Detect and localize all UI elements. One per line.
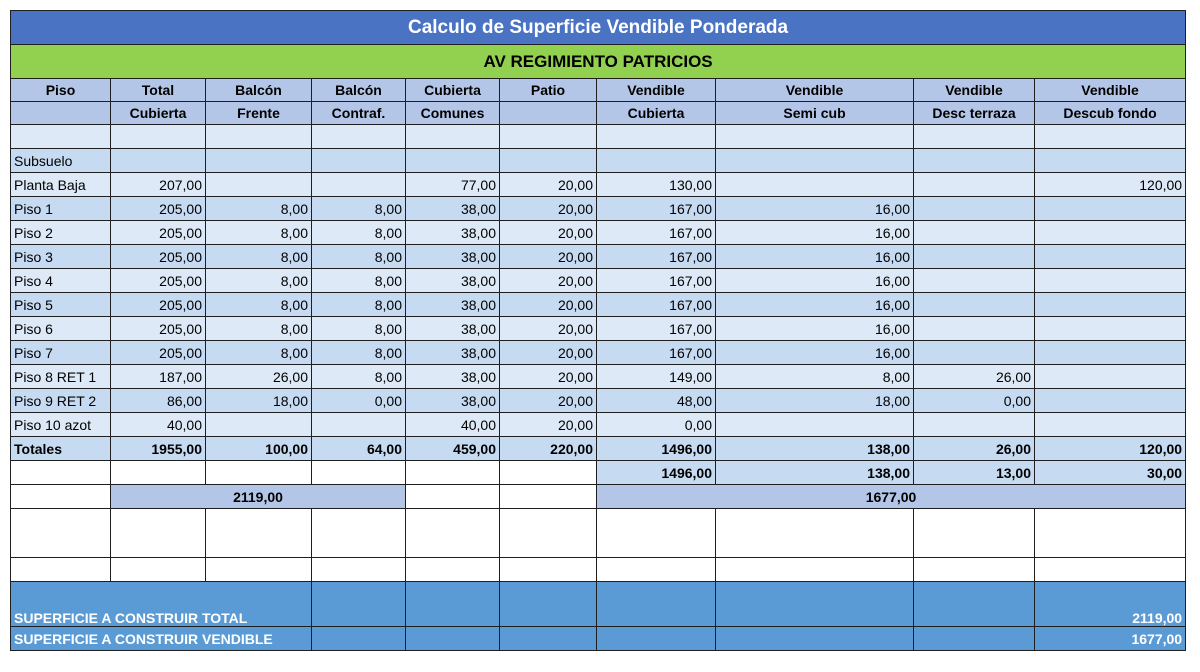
value-cell <box>312 149 406 173</box>
value-cell <box>1035 125 1186 149</box>
value-cell: 205,00 <box>111 269 206 293</box>
value-cell: 0,00 <box>914 389 1035 413</box>
value-cell: 26,00 <box>206 365 312 389</box>
empty-cell <box>914 509 1035 558</box>
weighted-cell: 1496,00 <box>597 461 716 485</box>
empty-cell <box>914 582 1035 627</box>
value-cell: 8,00 <box>206 293 312 317</box>
footer-total-row <box>11 582 1186 627</box>
floor-label: Piso 9 RET 2 <box>11 389 111 413</box>
footer-vendible-value: 1677,00 <box>1035 627 1186 651</box>
header-cell: Descub fondo <box>1035 102 1186 125</box>
value-cell <box>500 125 597 149</box>
value-cell: 8,00 <box>716 365 914 389</box>
value-cell <box>914 269 1035 293</box>
value-cell <box>914 149 1035 173</box>
totals-cell: 1496,00 <box>597 437 716 461</box>
empty-cell <box>914 558 1035 582</box>
value-cell <box>406 125 500 149</box>
value-cell: 16,00 <box>716 341 914 365</box>
floor-label: Piso 4 <box>11 269 111 293</box>
value-cell: 0,00 <box>312 389 406 413</box>
value-cell: 20,00 <box>500 341 597 365</box>
header-cell: Vendible <box>1035 79 1186 102</box>
value-cell: 8,00 <box>206 269 312 293</box>
value-cell <box>1035 413 1186 437</box>
table-row <box>11 197 1186 221</box>
value-cell <box>1035 389 1186 413</box>
empty-cell <box>206 461 312 485</box>
value-cell: 8,00 <box>312 245 406 269</box>
value-cell: 16,00 <box>716 221 914 245</box>
floor-label: Piso 2 <box>11 221 111 245</box>
value-cell: 16,00 <box>716 269 914 293</box>
empty-cell <box>500 582 597 627</box>
footer-total-label: SUPERFICIE A CONSTRUIR TOTAL <box>11 582 312 627</box>
empty-cell <box>597 627 716 651</box>
value-cell <box>111 125 206 149</box>
value-cell <box>914 197 1035 221</box>
value-cell <box>1035 221 1186 245</box>
floor-label: Subsuelo <box>11 149 111 173</box>
value-cell: 20,00 <box>500 389 597 413</box>
value-cell: 187,00 <box>111 365 206 389</box>
totals-cell: 1955,00 <box>111 437 206 461</box>
value-cell: 8,00 <box>206 341 312 365</box>
value-cell: 16,00 <box>716 197 914 221</box>
value-cell <box>914 221 1035 245</box>
header-cell <box>11 102 111 125</box>
value-cell: 20,00 <box>500 221 597 245</box>
value-cell: 8,00 <box>206 197 312 221</box>
table-row <box>11 173 1186 197</box>
value-cell: 0,00 <box>597 413 716 437</box>
value-cell: 16,00 <box>716 317 914 341</box>
value-cell <box>597 125 716 149</box>
value-cell <box>111 149 206 173</box>
empty-cell <box>1035 509 1186 558</box>
value-cell: 38,00 <box>406 269 500 293</box>
value-cell <box>1035 269 1186 293</box>
empty-cell <box>716 627 914 651</box>
value-cell <box>312 413 406 437</box>
value-cell: 40,00 <box>111 413 206 437</box>
header-cell: Desc terraza <box>914 102 1035 125</box>
value-cell: 8,00 <box>312 293 406 317</box>
value-cell: 167,00 <box>597 317 716 341</box>
floor-label: Piso 10 azot <box>11 413 111 437</box>
value-cell: 20,00 <box>500 245 597 269</box>
value-cell: 205,00 <box>111 197 206 221</box>
totals-cell: 459,00 <box>406 437 500 461</box>
value-cell: 20,00 <box>500 293 597 317</box>
value-cell: 20,00 <box>500 317 597 341</box>
value-cell: 8,00 <box>206 221 312 245</box>
empty-cell <box>206 509 312 558</box>
table-row <box>11 413 1186 437</box>
value-cell: 8,00 <box>206 317 312 341</box>
value-cell <box>1035 365 1186 389</box>
empty-cell <box>500 461 597 485</box>
value-cell: 20,00 <box>500 197 597 221</box>
value-cell: 77,00 <box>406 173 500 197</box>
value-cell <box>716 173 914 197</box>
header-cell: Vendible <box>597 79 716 102</box>
table-row <box>11 293 1186 317</box>
empty-cell <box>914 627 1035 651</box>
table-row <box>11 269 1186 293</box>
header-cell: Vendible <box>914 79 1035 102</box>
value-cell <box>1035 149 1186 173</box>
value-cell: 20,00 <box>500 365 597 389</box>
footer-total-value: 2119,00 <box>1035 582 1186 627</box>
empty-cell <box>500 558 597 582</box>
floor-label: Piso 7 <box>11 341 111 365</box>
floor-label: Piso 8 RET 1 <box>11 365 111 389</box>
empty-cell <box>597 558 716 582</box>
sheet-subtitle: AV REGIMIENTO PATRICIOS <box>11 45 1186 79</box>
value-cell <box>914 317 1035 341</box>
value-cell: 8,00 <box>312 269 406 293</box>
header-row-2 <box>11 102 1186 125</box>
value-cell <box>206 125 312 149</box>
value-cell: 167,00 <box>597 293 716 317</box>
totals-row <box>11 437 1186 461</box>
value-cell: 167,00 <box>597 221 716 245</box>
value-cell <box>406 149 500 173</box>
empty-cell <box>406 627 500 651</box>
value-cell: 130,00 <box>597 173 716 197</box>
header-cell: Balcón <box>206 79 312 102</box>
value-cell <box>716 413 914 437</box>
value-cell: 20,00 <box>500 269 597 293</box>
value-cell <box>312 173 406 197</box>
spreadsheet <box>10 10 1190 651</box>
weighted-cell: 13,00 <box>914 461 1035 485</box>
value-cell: 38,00 <box>406 317 500 341</box>
value-cell: 8,00 <box>206 245 312 269</box>
header-cell: Total <box>111 79 206 102</box>
value-cell <box>1035 341 1186 365</box>
table-row <box>11 341 1186 365</box>
value-cell: 48,00 <box>597 389 716 413</box>
value-cell: 207,00 <box>111 173 206 197</box>
value-cell: 20,00 <box>500 413 597 437</box>
floor-label: Piso 1 <box>11 197 111 221</box>
value-cell: 149,00 <box>597 365 716 389</box>
value-cell: 205,00 <box>111 341 206 365</box>
spacer-row <box>11 509 1186 558</box>
value-cell <box>914 245 1035 269</box>
value-cell: 8,00 <box>312 197 406 221</box>
header-cell: Contraf. <box>312 102 406 125</box>
header-cell: Cubierta <box>406 79 500 102</box>
value-cell: 205,00 <box>111 317 206 341</box>
table-row <box>11 365 1186 389</box>
value-cell: 205,00 <box>111 245 206 269</box>
table-row <box>11 317 1186 341</box>
value-cell: 167,00 <box>597 197 716 221</box>
spacer-row <box>11 558 1186 582</box>
empty-cell <box>406 582 500 627</box>
sum-total-cell: 2119,00 <box>111 485 406 509</box>
empty-cell <box>716 582 914 627</box>
floor-label: Piso 5 <box>11 293 111 317</box>
value-cell: 16,00 <box>716 245 914 269</box>
surface-table <box>10 10 1186 651</box>
value-cell: 20,00 <box>500 173 597 197</box>
totals-cell: 26,00 <box>914 437 1035 461</box>
header-cell: Patio <box>500 79 597 102</box>
empty-cell <box>500 485 597 509</box>
header-cell <box>500 102 597 125</box>
table-row <box>11 245 1186 269</box>
sheet-title: Calculo de Superficie Vendible Ponderada <box>11 11 1186 45</box>
value-cell: 38,00 <box>406 221 500 245</box>
floor-label <box>11 125 111 149</box>
empty-cell <box>111 558 206 582</box>
value-cell <box>716 149 914 173</box>
empty-cell <box>716 558 914 582</box>
table-row <box>11 389 1186 413</box>
table-row <box>11 149 1186 173</box>
header-cell: Frente <box>206 102 312 125</box>
value-cell: 120,00 <box>1035 173 1186 197</box>
value-cell <box>500 149 597 173</box>
header-cell: Balcón <box>312 79 406 102</box>
value-cell: 8,00 <box>312 317 406 341</box>
value-cell <box>914 125 1035 149</box>
empty-cell <box>406 461 500 485</box>
value-cell <box>312 125 406 149</box>
empty-cell <box>500 627 597 651</box>
empty-cell <box>111 461 206 485</box>
table-row <box>11 221 1186 245</box>
totals-cell: 120,00 <box>1035 437 1186 461</box>
value-cell <box>716 125 914 149</box>
value-cell: 8,00 <box>312 365 406 389</box>
sum-row <box>11 485 1186 509</box>
empty-cell <box>406 485 500 509</box>
empty-cell <box>597 509 716 558</box>
value-cell <box>1035 197 1186 221</box>
header-cell: Vendible <box>716 79 914 102</box>
totals-cell: 64,00 <box>312 437 406 461</box>
value-cell: 8,00 <box>312 221 406 245</box>
weighted-cell: 30,00 <box>1035 461 1186 485</box>
empty-cell <box>597 582 716 627</box>
totals-label: Totales <box>11 437 111 461</box>
value-cell: 38,00 <box>406 365 500 389</box>
value-cell <box>1035 293 1186 317</box>
value-cell: 205,00 <box>111 293 206 317</box>
value-cell: 167,00 <box>597 245 716 269</box>
value-cell: 16,00 <box>716 293 914 317</box>
empty-cell <box>11 509 111 558</box>
header-cell: Semi cub <box>716 102 914 125</box>
value-cell <box>914 173 1035 197</box>
table-row <box>11 125 1186 149</box>
value-cell: 167,00 <box>597 269 716 293</box>
value-cell <box>1035 317 1186 341</box>
weighted-row <box>11 461 1186 485</box>
value-cell: 18,00 <box>716 389 914 413</box>
value-cell: 38,00 <box>406 389 500 413</box>
value-cell <box>914 413 1035 437</box>
totals-cell: 100,00 <box>206 437 312 461</box>
empty-cell <box>11 461 111 485</box>
header-cell: Cubierta <box>111 102 206 125</box>
empty-cell <box>111 509 206 558</box>
value-cell: 38,00 <box>406 197 500 221</box>
value-cell: 38,00 <box>406 341 500 365</box>
sum-vendible-cell: 1677,00 <box>597 485 1186 509</box>
value-cell: 26,00 <box>914 365 1035 389</box>
empty-cell <box>206 558 312 582</box>
value-cell <box>914 293 1035 317</box>
floor-label: Piso 3 <box>11 245 111 269</box>
empty-cell <box>11 485 111 509</box>
empty-cell <box>406 509 500 558</box>
value-cell: 38,00 <box>406 245 500 269</box>
header-cell: Cubierta <box>597 102 716 125</box>
empty-cell <box>312 461 406 485</box>
header-cell: Piso <box>11 79 111 102</box>
floor-label: Planta Baja <box>11 173 111 197</box>
value-cell: 8,00 <box>312 341 406 365</box>
value-cell: 40,00 <box>406 413 500 437</box>
totals-cell: 220,00 <box>500 437 597 461</box>
weighted-cell: 138,00 <box>716 461 914 485</box>
value-cell: 86,00 <box>111 389 206 413</box>
empty-cell <box>312 558 406 582</box>
empty-cell <box>406 558 500 582</box>
value-cell <box>597 149 716 173</box>
empty-cell <box>312 582 406 627</box>
value-cell <box>206 149 312 173</box>
value-cell <box>1035 245 1186 269</box>
empty-cell <box>11 558 111 582</box>
empty-cell <box>312 509 406 558</box>
totals-cell: 138,00 <box>716 437 914 461</box>
value-cell: 18,00 <box>206 389 312 413</box>
empty-cell <box>716 509 914 558</box>
header-row-1 <box>11 79 1186 102</box>
header-cell: Comunes <box>406 102 500 125</box>
value-cell <box>206 173 312 197</box>
empty-cell <box>312 627 406 651</box>
value-cell: 205,00 <box>111 221 206 245</box>
footer-vendible-label: SUPERFICIE A CONSTRUIR VENDIBLE <box>11 627 312 651</box>
floor-label: Piso 6 <box>11 317 111 341</box>
empty-cell <box>1035 558 1186 582</box>
footer-vendible-row <box>11 627 1186 651</box>
value-cell: 167,00 <box>597 341 716 365</box>
value-cell: 38,00 <box>406 293 500 317</box>
value-cell <box>914 341 1035 365</box>
empty-cell <box>500 509 597 558</box>
value-cell <box>206 413 312 437</box>
